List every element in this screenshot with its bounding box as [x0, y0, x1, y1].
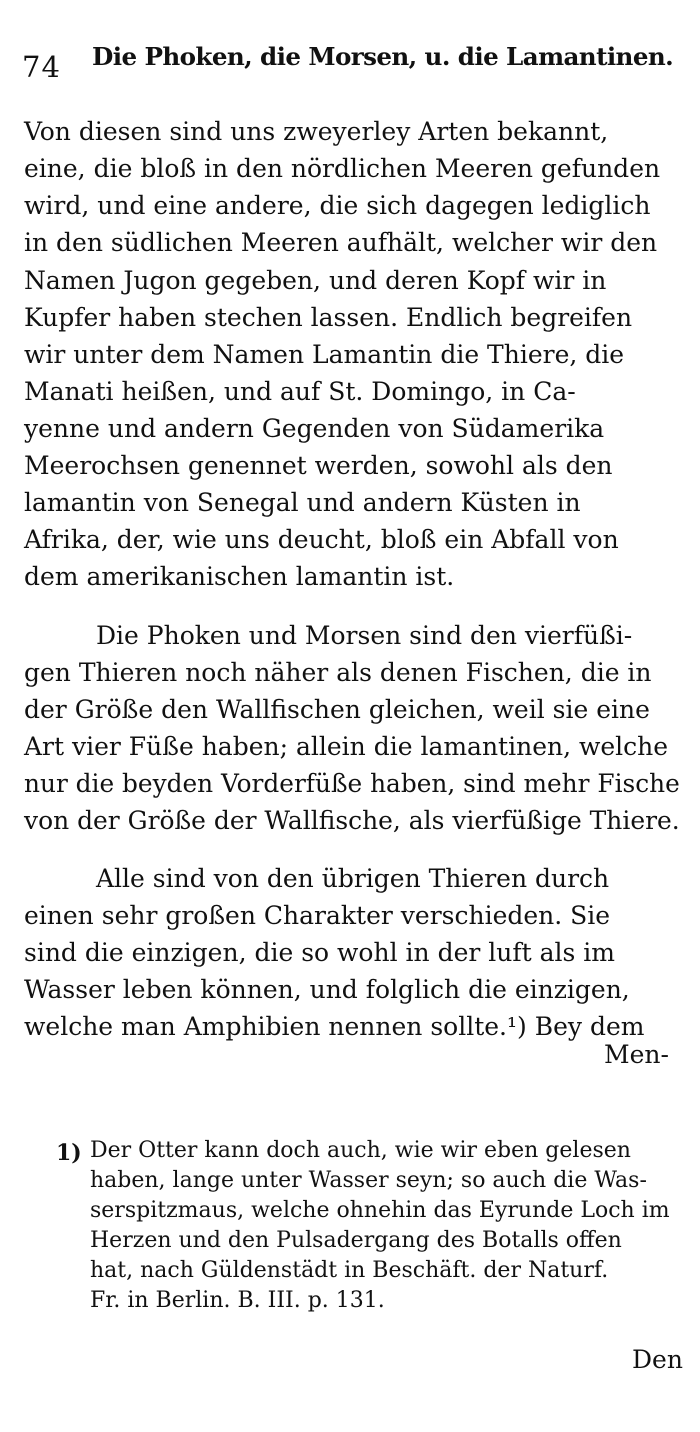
- text-line: dem amerikanischen lamantin ist.: [24, 562, 455, 591]
- text-line: Die Phoken und Morsen sind den vierfüßi-: [96, 621, 633, 650]
- catchword: Men-: [604, 1040, 669, 1069]
- text-line: Wasser leben können, und folglich die einzigen,: [24, 975, 630, 1004]
- text-line: nur die beyden Vorderfüße haben, sind mehr Fische: [24, 769, 680, 798]
- text-line: der Größe den Wallfischen gleichen, weil sie eine: [24, 695, 650, 724]
- text-line: welche man Amphibien nennen sollte.¹) Bey dem: [24, 1012, 645, 1041]
- text-line: in den südlichen Meeren aufhält, welcher wir den: [24, 228, 658, 257]
- page-header: [22, 42, 682, 90]
- footnote-line: Der Otter kann doch auch, wie wir eben gelesen: [90, 1138, 631, 1163]
- text-line: yenne und andern Gegenden von Südamerika: [24, 414, 605, 443]
- text-line: lamantin von Senegal und andern Küsten in: [24, 488, 581, 517]
- text-line: gen Thieren noch näher als denen Fischen, die in: [24, 658, 652, 687]
- footnote-marker: 1): [56, 1140, 82, 1166]
- text-line: wird, und eine andere, die sich dagegen lediglich: [24, 191, 651, 220]
- text-line: Namen Jugon gegeben, und deren Kopf wir in: [24, 266, 607, 295]
- text-line: sind die einzigen, die so wohl in der luft als im: [24, 938, 615, 967]
- footnote-line: serspitzmaus, welche ohnehin das Eyrunde Loch im: [90, 1198, 670, 1223]
- text-line: eine, die bloß in den nördlichen Meeren gefunden: [24, 154, 661, 183]
- running-title: Die Phoken, die Morsen, u. die Lamantinen.: [92, 42, 674, 71]
- text-line: Kupfer haben stechen lassen. Endlich begreifen: [24, 303, 633, 332]
- footnote-line: hat, nach Güldenstädt in Beschäft. der Naturf.: [90, 1258, 609, 1283]
- catchword-bottom: Den: [632, 1345, 683, 1374]
- text-line: Afrika, der, wie uns deucht, bloß ein Abfall von: [24, 525, 619, 554]
- footnote-line: Fr. in Berlin. B. III. p. 131.: [90, 1288, 385, 1313]
- page-number: 74: [22, 50, 61, 84]
- text-line: wir unter dem Namen Lamantin die Thiere, die: [24, 340, 625, 369]
- text-line: einen sehr großen Charakter verschieden. Sie: [24, 901, 611, 930]
- text-line: Von diesen sind uns zweyerley Arten bekannt,: [24, 117, 609, 146]
- text-line: Meerochsen genennet werden, sowohl als den: [24, 451, 613, 480]
- footnote-line: Herzen und den Pulsadergang des Botalls offen: [90, 1228, 622, 1253]
- text-line: von der Größe der Wallfische, als vierfüßige Thiere.: [24, 806, 680, 835]
- text-line: Art vier Füße haben; allein die lamantinen, welche: [24, 732, 669, 761]
- text-line: Manati heißen, und auf St. Domingo, in Ca-: [24, 377, 576, 406]
- footnote-line: haben, lange unter Wasser seyn; so auch die Was-: [90, 1168, 647, 1193]
- text-line: Alle sind von den übrigen Thieren durch: [96, 864, 610, 893]
